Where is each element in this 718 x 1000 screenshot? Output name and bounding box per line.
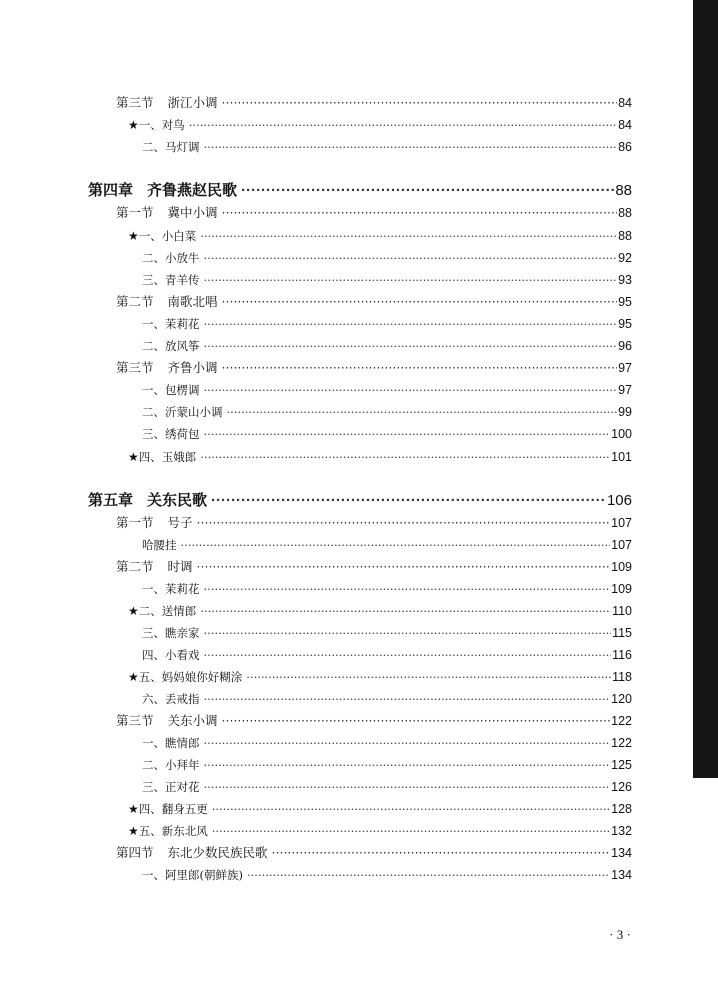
section-title: 冀中小调 xyxy=(167,205,218,220)
toc-item-label xyxy=(142,401,223,423)
toc-page-number: 97 xyxy=(618,361,632,375)
leader-dots xyxy=(204,622,612,644)
toc-page-number: 134 xyxy=(611,846,632,860)
chapter-title: 齐鲁燕赵民歌 xyxy=(147,182,238,199)
toc-item-label xyxy=(142,534,177,556)
toc-item-row xyxy=(142,754,632,776)
toc-page-number: 100 xyxy=(611,427,632,441)
leader-dots xyxy=(200,225,617,247)
chapter-number: 第五章 xyxy=(88,492,134,509)
section-number: 第一节 xyxy=(116,205,154,220)
toc-item-title: 二、马灯调 xyxy=(142,140,200,154)
toc-item-row xyxy=(142,644,632,666)
leader-dots xyxy=(204,776,611,798)
toc-section-label xyxy=(116,556,193,578)
toc-page-number: 101 xyxy=(611,450,632,464)
toc-item-title: 二、小放牛 xyxy=(142,251,200,265)
toc-item-label xyxy=(128,600,196,622)
section-title: 关东小调 xyxy=(167,713,218,728)
toc-item-label xyxy=(142,313,200,335)
toc-item-label xyxy=(128,666,242,688)
toc-item-label xyxy=(142,269,200,291)
leader-dots xyxy=(212,798,610,820)
toc-item-title: 一、瞧情郎 xyxy=(142,736,200,750)
toc-item-label xyxy=(142,136,200,158)
toc-item-row xyxy=(128,820,632,842)
toc-item-label xyxy=(142,247,200,269)
toc-item-title: 三、瞧亲家 xyxy=(142,626,200,640)
toc-item-label xyxy=(128,798,208,820)
toc-item-title: 二、沂蒙山小调 xyxy=(142,405,223,419)
leader-dots xyxy=(197,556,611,578)
leader-dots xyxy=(241,180,614,202)
star-icon: ★ xyxy=(128,802,139,816)
toc-item-row xyxy=(142,776,632,798)
toc-item-label xyxy=(128,114,185,136)
toc-item-row xyxy=(128,114,632,136)
toc-item-title: 三、绣荷包 xyxy=(142,427,200,441)
toc-page-number: 88 xyxy=(618,206,632,220)
leader-dots xyxy=(212,820,610,842)
toc-item-label xyxy=(142,754,200,776)
star-icon: ★ xyxy=(128,118,139,132)
section-title: 南歌北唱 xyxy=(167,294,218,309)
toc-page-number: 132 xyxy=(611,824,632,838)
leader-dots xyxy=(204,688,611,710)
toc-item-row xyxy=(128,446,632,468)
toc-chapter-row xyxy=(88,180,632,202)
leader-dots xyxy=(204,269,618,291)
toc-page-number: 107 xyxy=(611,516,632,530)
toc-item-row xyxy=(142,136,632,158)
toc-item-row xyxy=(142,401,632,423)
toc-item-label xyxy=(142,688,200,710)
section-number: 第一节 xyxy=(116,515,154,530)
toc-item-label xyxy=(142,864,243,886)
toc-item-row xyxy=(142,313,632,335)
toc-item-label xyxy=(142,423,200,445)
toc-page-number: 115 xyxy=(612,626,632,640)
toc-page-number: 126 xyxy=(611,780,632,794)
toc-page-number: 92 xyxy=(618,251,632,265)
leader-dots xyxy=(211,490,606,512)
leader-dots xyxy=(222,202,618,224)
toc-item-label xyxy=(142,578,200,600)
toc-page-number: 88 xyxy=(618,229,632,243)
toc-item-row xyxy=(142,379,632,401)
toc-page-number: 109 xyxy=(611,560,632,574)
section-title: 时调 xyxy=(167,559,193,574)
toc-item-title: 二、小拜年 xyxy=(142,758,200,772)
toc-section-row xyxy=(116,357,632,379)
toc-item-title: 四、玉娥郎 xyxy=(138,450,197,464)
page-number: · 3 · xyxy=(609,927,631,942)
leader-dots xyxy=(247,864,610,886)
toc-page-number: 88 xyxy=(615,182,632,199)
toc-page-number: 95 xyxy=(618,317,632,331)
leader-dots xyxy=(204,247,618,269)
toc-item-row xyxy=(142,732,632,754)
leader-dots xyxy=(204,644,612,666)
toc-page-number: 93 xyxy=(618,273,632,287)
toc-item-label xyxy=(142,335,200,357)
toc-item-title: 四、小看戏 xyxy=(142,648,200,662)
toc-item-row xyxy=(142,335,632,357)
toc-item-label xyxy=(142,732,200,754)
star-icon: ★ xyxy=(128,450,139,464)
leader-dots xyxy=(204,423,611,445)
toc-item-title: 一、茉莉花 xyxy=(142,317,200,331)
toc-page-number: 118 xyxy=(612,670,632,684)
section-number: 第三节 xyxy=(116,95,154,110)
section-number: 第三节 xyxy=(116,713,154,728)
star-icon: ★ xyxy=(128,604,139,618)
toc-page-number: 97 xyxy=(618,383,632,397)
toc-section-row xyxy=(116,556,632,578)
toc-item-label xyxy=(128,446,196,468)
toc-item-title: 哈腰挂 xyxy=(142,538,177,552)
toc-section-row xyxy=(116,202,632,224)
leader-dots xyxy=(204,732,611,754)
toc-item-row xyxy=(142,622,632,644)
toc-item-title: 一、包楞调 xyxy=(142,383,200,397)
toc-page-number: 122 xyxy=(611,714,632,728)
leader-dots xyxy=(272,842,611,864)
toc-item-row xyxy=(128,600,632,622)
toc-section-label xyxy=(116,202,218,224)
toc-page-number: 110 xyxy=(612,604,632,618)
toc-page-number: 109 xyxy=(611,582,632,596)
leader-dots xyxy=(181,534,611,556)
toc-item-row xyxy=(142,534,632,556)
leader-dots xyxy=(204,335,618,357)
leader-dots xyxy=(222,357,618,379)
toc-item-row xyxy=(128,666,632,688)
leader-dots xyxy=(204,136,618,158)
toc-item-row xyxy=(142,269,632,291)
toc-page-number: 84 xyxy=(618,118,632,132)
toc-item-title: 二、送情郎 xyxy=(138,604,197,618)
leader-dots xyxy=(200,446,610,468)
toc-item-title: 五、新东北风 xyxy=(138,824,208,838)
leader-dots xyxy=(222,291,618,313)
section-title: 齐鲁小调 xyxy=(167,360,218,375)
toc-item-label xyxy=(128,225,196,247)
toc-item-row xyxy=(142,864,632,886)
leader-dots xyxy=(204,754,611,776)
toc-page-number: 95 xyxy=(618,295,632,309)
star-icon: ★ xyxy=(128,670,139,684)
toc-item-row xyxy=(142,423,632,445)
leader-dots xyxy=(222,710,611,732)
section-title: 号子 xyxy=(167,515,193,530)
section-number: 第三节 xyxy=(116,360,154,375)
leader-dots xyxy=(189,114,617,136)
leader-dots xyxy=(204,578,611,600)
toc-page-number: 107 xyxy=(611,538,632,552)
toc-item-row xyxy=(142,578,632,600)
leader-dots xyxy=(222,92,618,114)
toc-item-title: 一、阿里郎(朝鲜族) xyxy=(142,868,243,882)
toc-item-title: 三、青羊传 xyxy=(142,273,200,287)
toc-section-row xyxy=(116,291,632,313)
toc-page-number: 86 xyxy=(618,140,632,154)
toc-item-title: 二、放风筝 xyxy=(142,339,200,353)
toc-section-label xyxy=(116,291,218,313)
leader-dots xyxy=(197,512,611,534)
toc-chapter-row xyxy=(88,490,632,512)
toc-page-number: 122 xyxy=(611,736,632,750)
toc-page-number: 125 xyxy=(611,758,632,772)
toc-section-row xyxy=(116,710,632,732)
star-icon: ★ xyxy=(128,229,139,243)
toc-page-number: 106 xyxy=(606,492,632,509)
section-title: 浙江小调 xyxy=(167,95,218,110)
toc-item-row xyxy=(128,225,632,247)
toc-page-number: 99 xyxy=(618,405,632,419)
toc-item-label xyxy=(142,379,200,401)
toc-section-row xyxy=(116,512,632,534)
toc-section-label xyxy=(116,357,218,379)
toc-section-label xyxy=(116,512,193,534)
leader-dots xyxy=(200,600,611,622)
leader-dots xyxy=(227,401,618,423)
toc-section-row xyxy=(116,92,632,114)
toc-item-label xyxy=(142,776,200,798)
section-number: 第四节 xyxy=(116,845,154,860)
toc-item-title: 六、丢戒指 xyxy=(142,692,200,706)
toc-item-title: 五、妈妈娘你好糊涂 xyxy=(138,670,243,684)
toc-item-label xyxy=(142,644,200,666)
toc-chapter-label xyxy=(88,180,237,202)
toc-item-title: 四、翻身五更 xyxy=(138,802,208,816)
toc-item-title: 三、正对花 xyxy=(142,780,200,794)
leader-dots xyxy=(204,379,618,401)
section-number: 第二节 xyxy=(116,559,154,574)
toc-item-title: 一、茉莉花 xyxy=(142,582,200,596)
toc-item-row xyxy=(128,798,632,820)
star-icon: ★ xyxy=(128,824,139,838)
toc-page-number: 134 xyxy=(611,868,632,882)
toc-chapter-label xyxy=(88,490,207,512)
toc-section-label xyxy=(116,842,268,864)
toc-page-number: 96 xyxy=(618,339,632,353)
toc-section-row xyxy=(116,842,632,864)
toc-page-number: 128 xyxy=(611,802,632,816)
section-title: 东北少数民族民歌 xyxy=(167,845,268,860)
toc-page-number: 84 xyxy=(618,96,632,110)
chapter-title: 关东民歌 xyxy=(147,492,208,509)
leader-dots xyxy=(204,313,618,335)
toc-item-row xyxy=(142,247,632,269)
section-number: 第二节 xyxy=(116,294,154,309)
toc-item-label xyxy=(128,820,208,842)
chapter-number: 第四章 xyxy=(88,182,134,199)
toc-page-number: 116 xyxy=(612,648,632,662)
toc-section-label xyxy=(116,92,218,114)
toc-item-label xyxy=(142,622,200,644)
toc-page-number: 120 xyxy=(611,692,632,706)
toc-section-label xyxy=(116,710,218,732)
leader-dots xyxy=(246,666,611,688)
toc-item-row xyxy=(142,688,632,710)
toc-item-title: 一、对鸟 xyxy=(138,118,185,132)
toc-item-title: 一、小白菜 xyxy=(138,229,197,243)
